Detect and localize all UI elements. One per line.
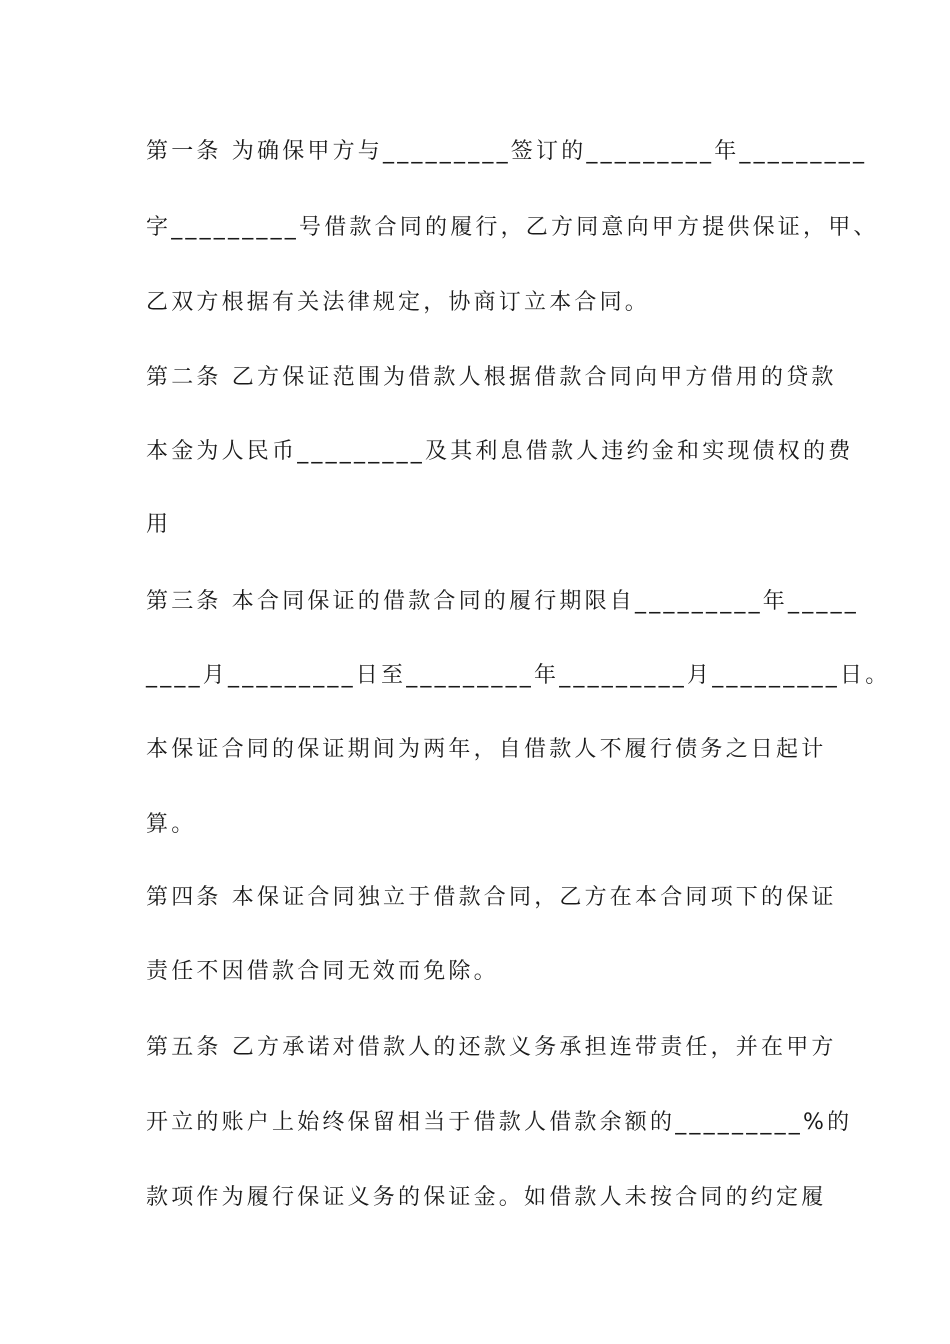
clause-4-line-2: 责任不因借款合同无效而免除。 bbox=[146, 959, 499, 984]
clause-1-line-2: 字_________号借款合同的履行，乙方同意向甲方提供保证，甲、 bbox=[146, 215, 879, 240]
clause-4-line-1: 第四条 本保证合同独立于借款合同，乙方在本合同项下的保证 bbox=[146, 885, 837, 910]
clause-2-line-1: 第二条 乙方保证范围为借款人根据借款合同向甲方借用的贷款 bbox=[146, 365, 837, 390]
clause-2-line-3: 用 bbox=[146, 512, 172, 537]
clause-1-line-1: 第一条 为确保甲方与_________签订的_________年_________ bbox=[146, 139, 868, 164]
clause-5-line-2: 开立的账户上始终保留相当于借款人借款余额的_________%的 bbox=[146, 1110, 853, 1135]
clause-1-line-3: 乙双方根据有关法律规定，协商订立本合同。 bbox=[146, 290, 651, 315]
clause-2-line-2: 本金为人民币_________及其利息借款人违约金和实现债权的费 bbox=[146, 439, 854, 464]
clause-5-line-3: 款项作为履行保证义务的保证金。如借款人未按合同的约定履 bbox=[146, 1185, 827, 1210]
clause-5-line-1: 第五条 乙方承诺对借款人的还款义务承担连带责任，并在甲方 bbox=[146, 1035, 837, 1060]
clause-3-line-2: ____月_________日至_________年_________月_________日。 bbox=[146, 663, 891, 688]
guarantee-period-line-2: 算。 bbox=[146, 812, 197, 837]
clause-3-line-1: 第三条 本合同保证的借款合同的履行期限自_________年_____ bbox=[146, 589, 859, 614]
guarantee-period-line-1: 本保证合同的保证期间为两年，自借款人不履行债务之日起计 bbox=[146, 737, 827, 762]
